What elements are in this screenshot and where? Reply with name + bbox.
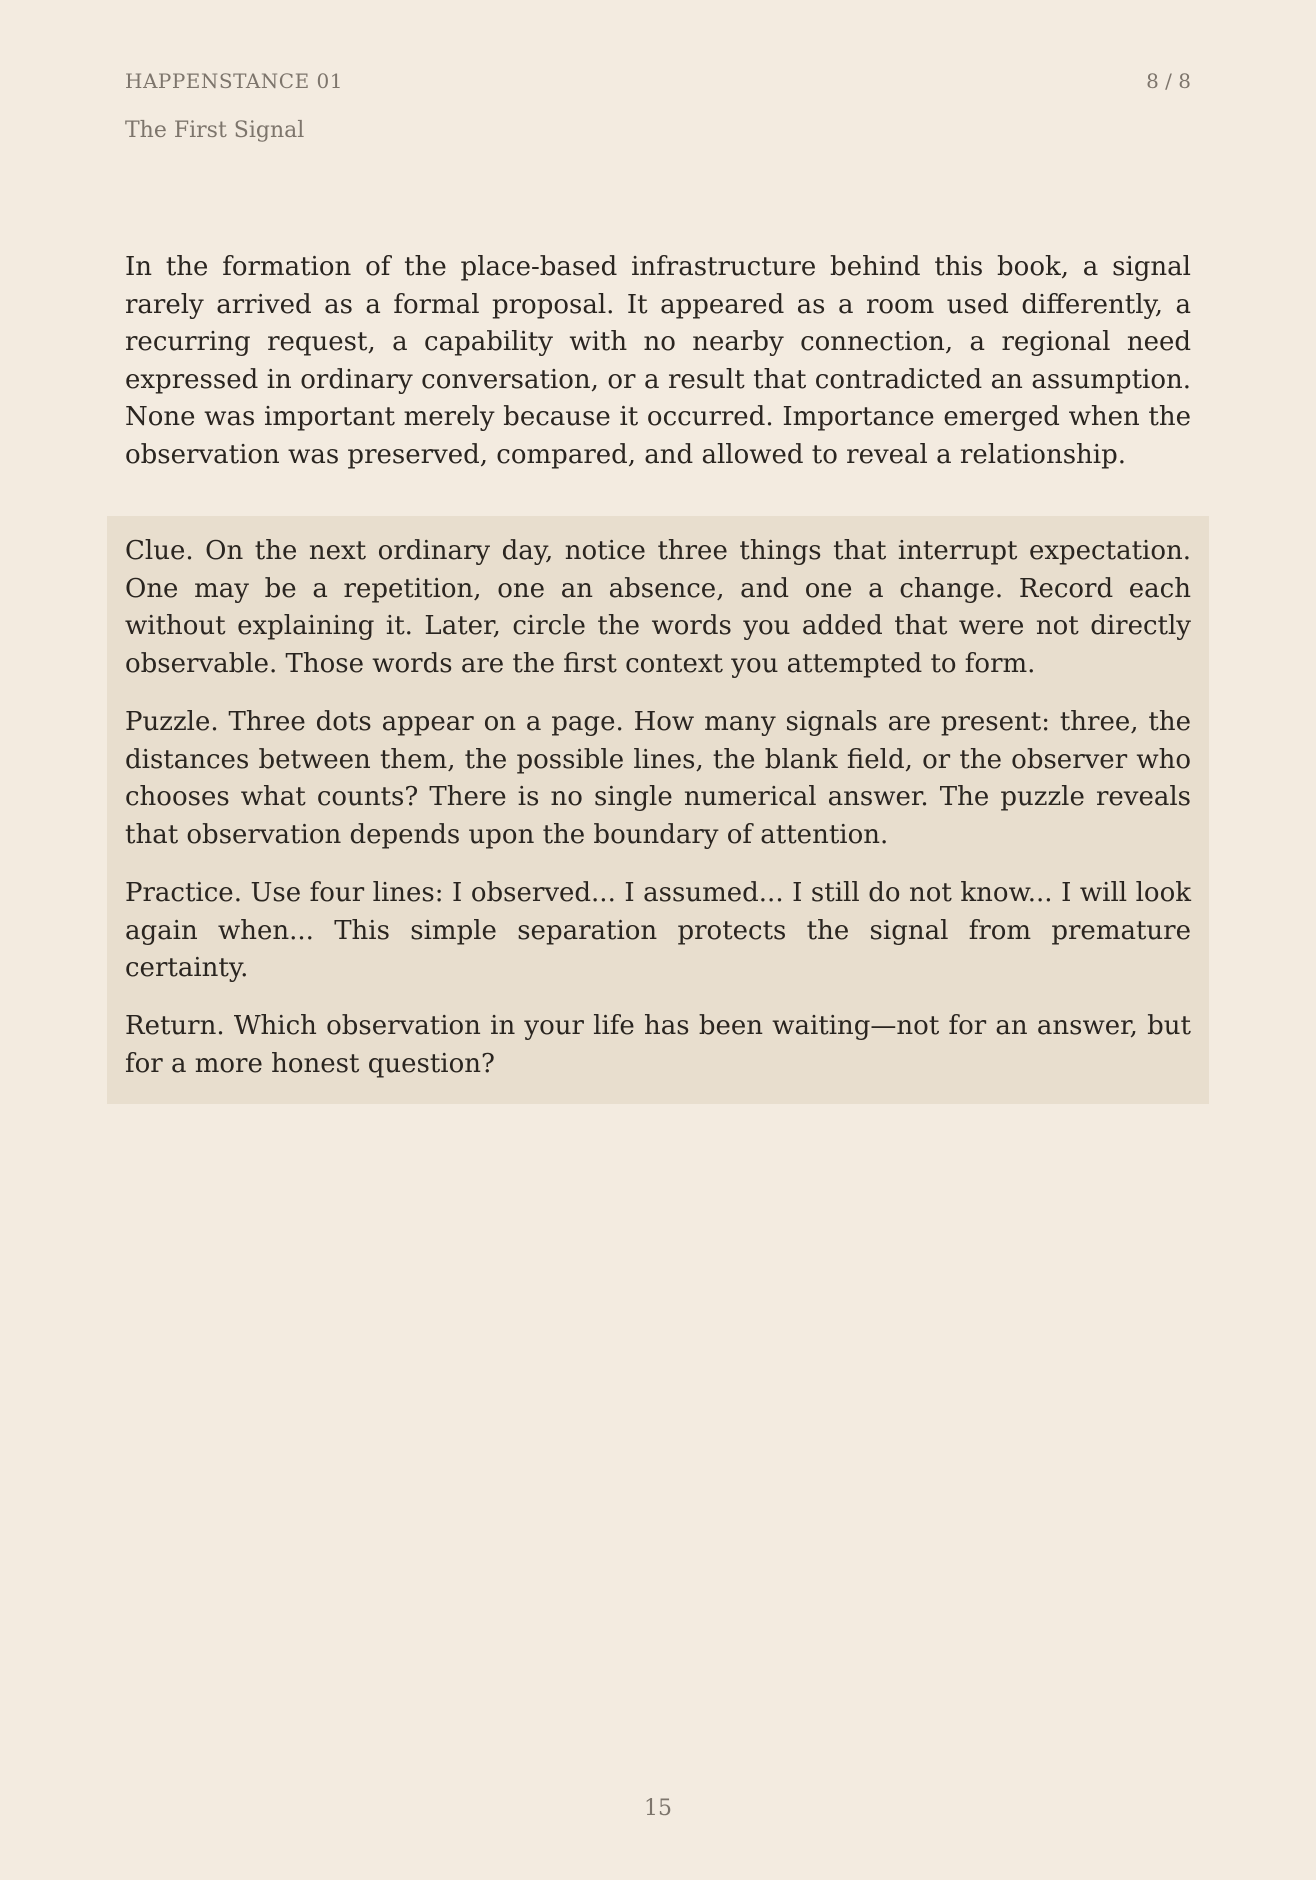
intro-paragraph: In the formation of the place-based infrastructure behind this book, a signal rarely arrived as a formal proposal. It appeared as a room used differently, a recurring request, a capability with no nearby connection, a regional need expressed in ordinary conversation, or a result that contradicted an assumption. None was important merely because it occurred. Importance emerged when the observation was preserved, compared, and allowed to reveal a relationship. <box>125 252 1191 470</box>
practice-paragraph: Practice. Use four lines: I observed... I assumed... I still do not know... I will look again when... This simple separation protects the signal from premature certainty. <box>125 878 1191 984</box>
clue-paragraph: Clue. On the next ordinary day, notice three things that interrupt expectation. One may be a repetition, one an absence, and one a change. Record each without explaining it. Later, circle the words you added that were not directly observable. Those words are the first context you attempted to form. <box>125 536 1191 679</box>
page-indicator: 8 / 8 <box>1146 69 1191 93</box>
series-title: HAPPENSTANCE 01 <box>125 69 343 93</box>
return-paragraph: Return. Which observation in your life has been waiting—not for an answer, but for a more honest question? <box>125 1011 1191 1079</box>
chapter-title: The First Signal <box>125 118 305 143</box>
puzzle-paragraph: Puzzle. Three dots appear on a page. How many signals are present: three, the distances between them, the possible lines, the blank field, or the observer who chooses what counts? There is no single numerical answer. The puzzle reveals that observation depends upon the boundary of attention. <box>125 707 1191 850</box>
page-number: 15 <box>644 1796 672 1821</box>
exercise-box <box>107 516 1209 1104</box>
